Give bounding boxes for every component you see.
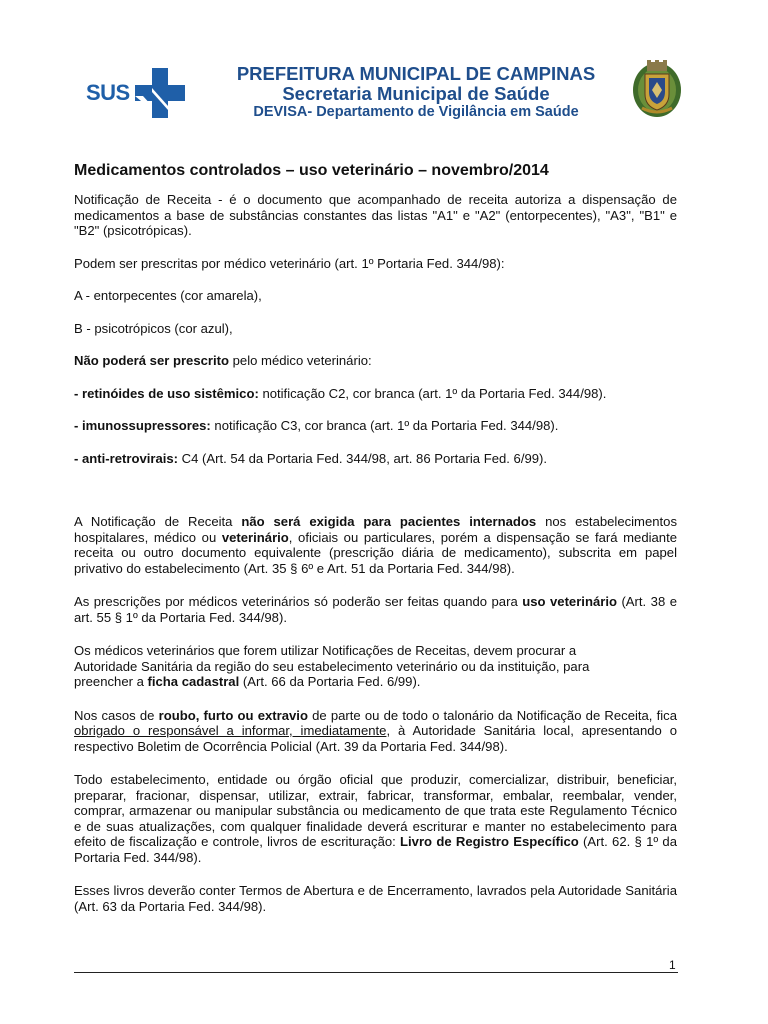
header-text xyxy=(210,64,622,121)
emphasis-retinoides: - retinóides de uso sistêmico: xyxy=(74,385,259,401)
paragraph-podem-ser-prescritas: Podem ser prescritas por médico veterinário (art. 1º Portaria Fed. 344/98): xyxy=(74,255,505,271)
footer-rule xyxy=(74,972,678,973)
campinas-crest-icon xyxy=(632,60,682,118)
paragraph-ficha-cadastral: Os médicos veterinários que forem utilizar Notificações de Receitas, devem procurar a Autoridade Sanitária da região do seu estabelecimento veterinário ou da instituição, para preencher a ficha cadastral (Art. 66 da Portaria Fed. 6/99). xyxy=(74,643,590,689)
emphasis-anti-retrovirais: - anti-retrovirais: xyxy=(74,450,179,466)
list-item-entorpecentes: A - entorpecentes (cor amarela), xyxy=(74,288,262,303)
list-item-imunossupressores: - imunossupressores: notificação C3, cor branca (art. 1º da Portaria Fed. 344/98). xyxy=(74,418,559,433)
paragraph-uso-veterinario: As prescrições por médicos veterinários só poderão ser feitas quando para uso veterinário (Art. 38 e art. 55 § 1º da Portaria Fed. 344/98). xyxy=(74,594,677,625)
list-item-psicotropicos: B - psicotrópicos (cor azul), xyxy=(74,320,233,336)
sus-logo xyxy=(86,66,194,120)
sus-logo-text: SUS xyxy=(86,80,130,105)
paragraph-todo-estabelecimento: Todo estabelecimento, entidade ou órgão oficial que produzir, comercializar, distribuir, beneficiar, preparar, fracionar, dispensar, utilizar, extrair, fabricar, transformar, embalar, reembalar, vender, comprar, armazenar ou manipular substância ou medicamento de que trata este Regulamento Técnico e de suas atualizações, com qualquer finalidade deverá escriturar e manter no estabelecimento para efeito de fiscalização e controle, livros de escrituração: Livro de Registro Específico (Art. 62. § 1º da Portaria Fed. 344/98). xyxy=(74,772,677,865)
header-line-devisa: DEVISA- Departamento de Vigilância em Saúde xyxy=(253,104,579,120)
sus-cross-icon xyxy=(86,66,194,120)
paragraph-livros: Esses livros deverão conter Termos de Abertura e de Encerramento, lavrados pela Autoridade Sanitária (Art. 63 da Portaria Fed. 344/98). xyxy=(74,883,677,914)
emphasis-imunossupressores: - imunossupressores: xyxy=(74,418,211,433)
document-body xyxy=(74,161,677,914)
header-line-prefeitura: PREFEITURA MUNICIPAL DE CAMPINAS xyxy=(236,63,596,84)
paragraph-pacientes-internados: A Notificação de Receita não será exigida para pacientes internados nos estabelecimentos hospitalares, médico ou veterinário, oficiais ou particulares, porém a dispensação se fará mediante receita ou outro documento equivalente (prescrição diária de medicamento), subscrita em papel privativo do estabelecimento (Art. 35 § 6º e Art. 51 da Portaria Fed. 344/98). xyxy=(74,514,677,576)
paragraph-notificacao: Notificação de Receita - é o documento que acompanhado de receita autoriza a dispensação de medicamentos a base de substâncias constantes das listas "A1" e "A2" (entorpecentes), "A3", "B1" e "B2" (psicotrópicas). xyxy=(74,192,677,238)
list-item-retinoides: - retinóides de uso sistêmico: notificação C2, cor branca (art. 1º da Portaria Fed. 344/98). xyxy=(74,385,607,401)
document-title: Medicamentos controlados – uso veterinário – novembro/2014 xyxy=(74,162,549,179)
header-line-secretaria: Secretaria Municipal de Saúde xyxy=(282,83,550,104)
list-item-anti-retrovirais: - anti-retrovirais: C4 (Art. 54 da Portaria Fed. 344/98, art. 86 Portaria Fed. 6/99). xyxy=(74,450,548,466)
emphasis-nao-podera: Não poderá ser prescrito xyxy=(74,353,229,368)
page-number: 1 xyxy=(669,958,676,972)
paragraph-nao-podera: Não poderá ser prescrito pelo médico veterinário: xyxy=(74,353,372,368)
paragraph-roubo-furto: Nos casos de roubo, furto ou extravio de parte ou de todo o talonário da Notificação de Receita, fica obrigado o responsável a informar, imediatamente, à Autoridade Sanitária local, apresentando o respectivo Boletim de Ocorrência Policial (Art. 39 da Portaria Fed. 344/98). xyxy=(74,707,678,754)
